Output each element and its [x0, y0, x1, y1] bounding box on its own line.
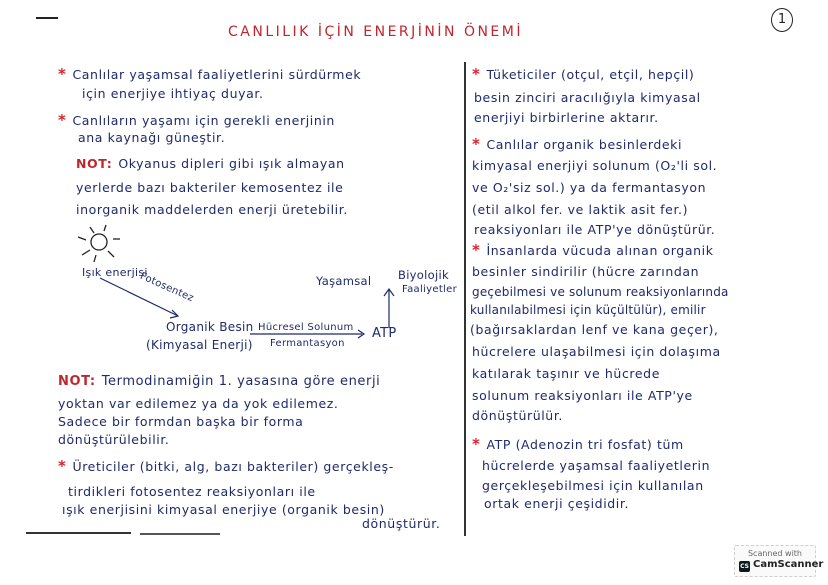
atp-label: ATP [372, 326, 397, 341]
right-bullet-3-line-8: solunum reaksiyonları ile ATP'ye [472, 388, 693, 403]
cellular-respiration-label: Hücresel Solunum [258, 322, 354, 333]
right-bullet-3-line-7: katılarak taşınır ve hücrede [472, 366, 661, 381]
right-bullet-1-line-1 [472, 66, 694, 83]
left-bullet-1-line-1 [58, 66, 361, 83]
note-2-line-4: dönüştürülebilir. [58, 432, 170, 447]
asterisk-icon: * [58, 65, 67, 83]
note-1-line-2: yerlerde bazı bakteriler kemosentez ile [76, 180, 344, 195]
asterisk-icon: * [58, 111, 67, 129]
left-bullet-1-line-2: için enerjiye ihtiyaç duyar. [82, 86, 264, 101]
atp-up-arrow [384, 289, 394, 328]
top-dash-mark [36, 17, 58, 19]
right-bullet-1-line-2: besin zinciri aracılığıyla kimyasal [474, 90, 701, 105]
text: ATP (Adenozin tri fosfat) tüm [486, 437, 684, 452]
asterisk-icon: * [472, 241, 481, 259]
left-bullet-2-line-1 [58, 112, 335, 129]
asterisk-icon: * [472, 435, 481, 453]
note-2-line-1 [58, 374, 380, 390]
text: Canlılar organik besinlerdeki [486, 137, 683, 152]
right-bullet-3-line-2: besinler sindirilir (hücre zarından [472, 264, 700, 279]
text: İnsanlarda vücuda alınan organik [486, 243, 714, 258]
left-bullet-3-line-3: ışık enerjisini kimyasal enerjiye (organik besin) [62, 502, 385, 517]
text: Canlılar yaşamsal faaliyetlerini sürdürmek [72, 67, 362, 82]
page-title: CANLILIK İÇİN ENERJİNİN ÖNEMİ [228, 24, 523, 40]
right-bullet-3-line-4: kullanılabilmesi için küçültülür), emilir [470, 303, 706, 317]
right-bullet-3-line-1 [472, 242, 714, 259]
right-bullet-3-line-9: dönüştürülür. [472, 408, 563, 423]
text: Üreticiler (bitki, alg, bazı bakteriler) gerçekleş- [72, 459, 394, 474]
photosynthesis-label: Fotosentez [138, 270, 196, 305]
page-number: 1 [771, 8, 793, 32]
note-2-line-2: yoktan var edilemez ya da yok edilemez. [58, 396, 339, 411]
right-bullet-4-line-4: ortak enerji çeşididir. [484, 496, 630, 511]
text: Okyanus dipleri gibi ışık almayan [118, 156, 345, 171]
left-bullet-2-line-2: ana kaynağı güneştir. [78, 130, 226, 145]
text: Tüketiciler (otçul, etçil, hepçil) [486, 67, 695, 82]
left-bullet-3-line-4: dönüştürür. [362, 516, 441, 531]
life-activities-label-3: Faaliyetler [402, 284, 457, 295]
life-activities-label-2: Biyolojik [398, 268, 449, 282]
right-bullet-1-line-3: enerjiyi birbirlerine aktarır. [474, 110, 659, 125]
camscanner-watermark [734, 545, 824, 577]
note-label: NOT: [76, 156, 113, 171]
right-bullet-4-line-3: gerçekleşebilmesi için kullanılan [482, 478, 704, 493]
note-label: NOT: [58, 374, 96, 389]
left-bullet-3-line-1 [58, 458, 394, 475]
watermark-caption: Scanned with [747, 549, 803, 558]
fermentation-label: Fermantasyon [270, 338, 345, 349]
chemical-energy-label: (Kimyasal Enerji) [146, 338, 253, 352]
camscanner-logo-icon: CS [740, 563, 749, 570]
column-divider [464, 62, 466, 536]
text: Canlıların yaşamı için gerekli enerjinin [72, 113, 335, 128]
asterisk-icon: * [472, 135, 481, 153]
watermark-brand: CamScanner [753, 559, 824, 570]
sun-icon [78, 225, 120, 262]
right-bullet-2-line-4: (etil alkol fer. ve laktik asit fer.) [472, 202, 689, 217]
asterisk-icon: * [58, 457, 67, 475]
light-energy-label: Işık enerjisi [82, 266, 148, 279]
asterisk-icon: * [472, 65, 481, 83]
bottom-rule-faint [140, 533, 220, 535]
right-bullet-4-line-2: hücrelerde yaşamsal faaliyetlerin [482, 458, 711, 473]
right-bullet-3-line-5: (bağırsaklardan lenf ve kana geçer), [470, 322, 719, 337]
life-activities-label-1: Yaşamsal [316, 274, 372, 288]
right-bullet-3-line-3: geçebilmesi ve solunum reaksiyonlarında [472, 285, 729, 299]
right-bullet-2-line-1 [472, 136, 682, 153]
note-1-line-1 [76, 156, 345, 172]
right-bullet-4-line-1 [472, 436, 684, 453]
left-bullet-3-line-2: tirdikleri fotosentez reaksiyonları ile [68, 484, 316, 499]
note-2-line-3: Sadece bir formdan başka bir forma [58, 414, 304, 429]
right-bullet-2-line-2: kimyasal enerjiyi solunum (O₂'li sol. [472, 158, 718, 173]
note-1-line-3: inorganik maddelerden enerji üretebilir. [76, 202, 348, 217]
right-bullet-3-line-6: hücrelere ulaşabilmesi için dolaşıma [472, 344, 721, 359]
text: Termodinamiğin 1. yasasına göre enerji [101, 374, 381, 389]
organic-food-label: Organik Besin [166, 320, 254, 334]
right-bullet-2-line-3: ve O₂'siz sol.) ya da fermantasyon [472, 180, 707, 195]
right-bullet-2-line-5: reaksiyonları ile ATP'ye dönüştürür. [474, 222, 716, 237]
bottom-rule [26, 532, 131, 534]
